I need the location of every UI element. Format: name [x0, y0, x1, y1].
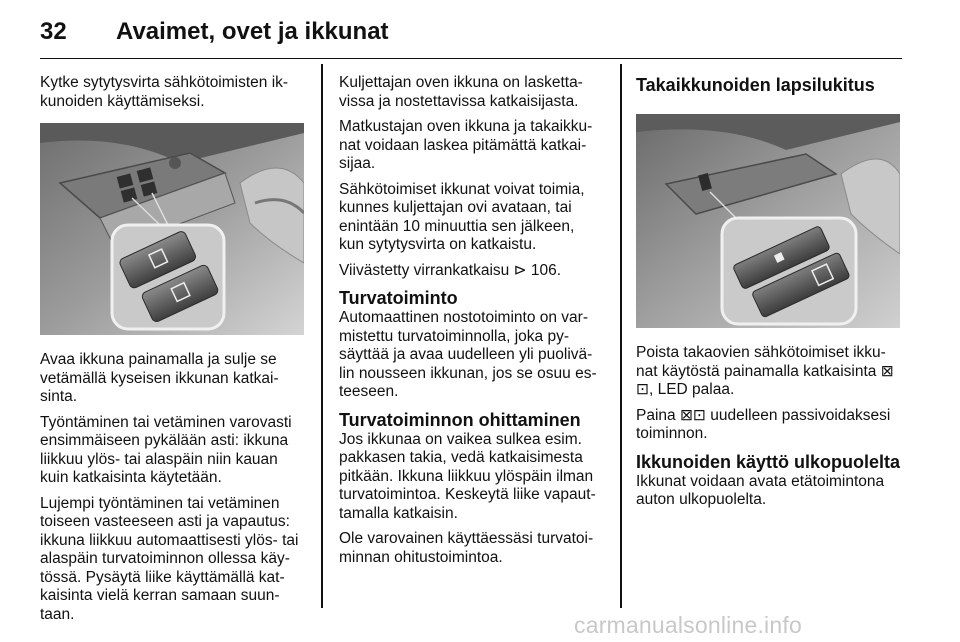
paragraph-safety-function: Automaattinen nostotoiminto on var-mistettu turvatoiminnolla, joka py-säyttää ja avaa uudelleen yli puolivä-lin nousseen ikkunan, jos se osuu es-teeseen.: [339, 309, 597, 400]
page-number: 32: [40, 18, 67, 45]
watermark: carmanualsonline.info: [574, 612, 802, 638]
paragraph-outside-operation: Ikkunat voidaan avata etätoimintona auton ulkopuolelta.: [636, 472, 885, 508]
column-divider-2: [620, 64, 622, 608]
intro-paragraph: Kytke sytytysvirta sähkötoimisten ik-kunoiden käyttämiseksi.: [40, 74, 289, 110]
paragraph-first-detent: Työntäminen tai vetäminen varovasti ensimmäiseen pykälään asti: ikkuna liikkuu ylös- tai alaspäin niin kauan kuin katkaisinta käytetään.: [40, 413, 292, 486]
paragraph-delayed-shutoff: Viivästetty virrankatkaisu ⊳ 106.: [339, 261, 562, 279]
paragraph-driver-window: Kuljettajan oven ikkuna on lasketta-vissa ja nostettavissa katkaisijasta.: [339, 74, 583, 110]
paragraph-disable-rear-windows: Poista takaovien sähkötoimiset ikku-nat käytöstä painamalla katkaisinta ⊠ ⊡, LED palaa.: [636, 344, 894, 398]
paragraph-caution: Ole varovainen käyttäessäsi turvatoi-minnan ohitustoimintoa.: [339, 530, 594, 566]
column-3: [636, 74, 902, 517]
paragraph-second-detent: Lujempi työntäminen tai vetäminen toiseen vasteeseen asti ja vapautus: ikkuna liikkuu automaattisesti ylös- tai alaspäin turvatoiminnon ollessa käy-tössä. Pysäytä liike käyttämällä kat-kaisinta vielä kerran samaan suun-taan.: [40, 494, 299, 623]
column-2: [339, 74, 603, 574]
heading-override-safety: Turvatoiminnon ohittaminen: [339, 409, 581, 430]
window-switch-illustration: [40, 123, 304, 335]
paragraph-passenger-window: Matkustajan oven ikkuna ja takaikku-nat voidaan laskea pitämättä katkai-sijaa.: [339, 118, 593, 172]
heading-safety-function: Turvatoiminto: [339, 288, 458, 308]
paragraph-deactivate: Paina ⊠⊡ uudelleen passivoidaksesi toiminnon.: [636, 406, 891, 442]
heading-child-lock: Takaikkunoiden lapsilukitus: [636, 75, 875, 95]
paragraph-operation-time: Sähkötoimiset ikkunat voivat toimia, kunnes kuljettajan ovi avataan, tai enintään 10 minuuttia sen jälkeen, kun sytytysvirta on katkaistu.: [339, 180, 585, 253]
child-lock-illustration: [636, 114, 900, 328]
page-header: [40, 18, 902, 59]
column-divider-1: [321, 64, 323, 608]
paragraph-open-close: Avaa ikkuna painamalla ja sulje se vetämällä kyseisen ikkunan katkai-sinta.: [40, 351, 279, 405]
column-1: [40, 74, 306, 631]
paragraph-override-safety: Jos ikkunaa on vaikea sulkea esim. pakkasen takia, vedä katkaisimesta pitkään. Ikkuna liikkuu ylöspäin ilman turvatoimintoa. Keskeytä liike vapaut-tamalla katkaisin.: [339, 430, 596, 522]
heading-outside-operation: Ikkunoiden käyttö ulkopuolelta: [636, 451, 901, 472]
page-title: Avaimet, ovet ja ikkunat: [116, 18, 389, 45]
